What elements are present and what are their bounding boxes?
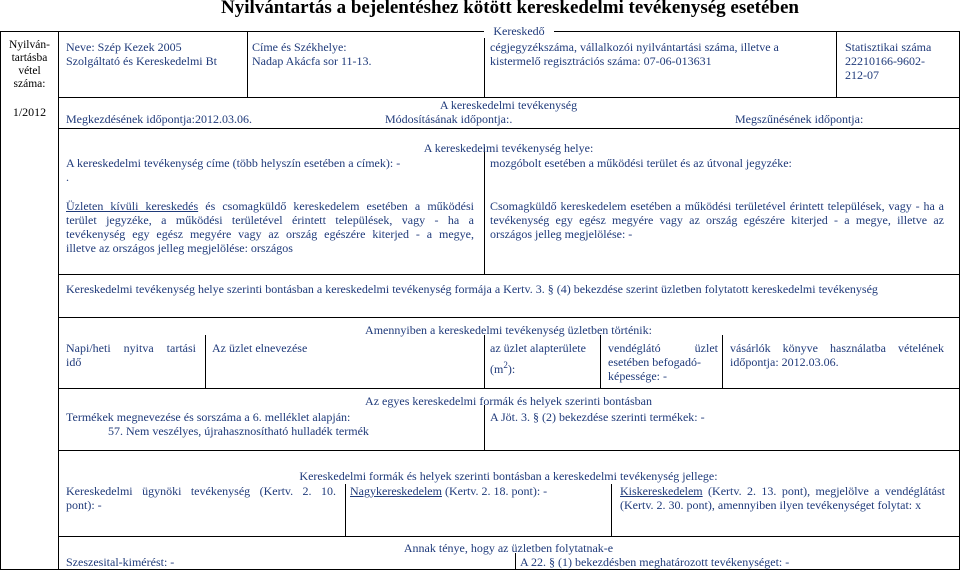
activity-heading: A kereskedelmi tevékenység [439,98,578,112]
outside-shop-trade: Üzleten kívüli kereskedés és csomagküldő kereskedelem esetében a működési terület jegyzéke, a működési területével érintett települések, vagy - ha a tevékenység egy egész megyére vagy az ország egészére kiterjed - a megye, illetve az országos jelleg megjelölése: országos [66,199,474,255]
products-heading: Az egyes kereskedelmi formák és helyek szerinti bontásban [365,394,652,408]
trader-address: Címe és Székhelye: Nadap Akácfa sor 11-13. [252,40,372,68]
alcohol-serving: Szeszesital-kimérést: - [66,555,175,569]
shop-name: Az üzlet elnevezése [212,341,308,355]
start-date: Megkezdésének időpontja:2012.03.06. [66,112,252,126]
modification-date: Módosításának időpontja:. [385,112,513,126]
location-address: A kereskedelmi tevékenység címe (több helyszín esetében a címek): - . [66,156,401,184]
page-title: Nyilvántartás a bejelentéshez kötött kereskedelmi tevékenység esetében [221,0,799,18]
footer-heading: Annak ténye, hogy az üzletben folytatnak-e [403,541,614,555]
mail-order-trade: Csomagküldő kereskedelem esetében a működési területével érintett települések, vagy - ha a tevékenység egy egész megyére vagy az ország egészére kiterjed - a megye, illetve az országos jelleg megjelölése: - [490,199,944,241]
retail: Kiskereskedelem (Kertv. 2. 13. pont), megjelölve a vendéglátást (Kertv. 2. 30. pont), amennyiben ilyen tevékenységet folytat: x [620,484,945,512]
character-heading: Kereskedelmi formák és helyek szerinti bontásban a kereskedelmi tevékenység jellege: [299,469,718,483]
product-list: Termékek megnevezése és sorszáma a 6. melléklet alapján: 57. Nem veszélyes, újrahasznosítható hulladék termék [66,410,369,438]
wholesale: Nagykereskedelem (Kertv. 2. 18. pont): - [350,484,548,498]
end-date: Megszűnésének időpontja: [735,112,864,126]
excise-products: A Jöt. 3. § (2) bekezdése szerinti termékek: - [490,410,705,424]
record-number: 1/2012 [12,105,47,119]
section-22-activity: A 22. § (1) bekezdésben meghatározott tevékenységet: - [520,555,790,569]
trade-form-line: Kereskedelmi tevékenység helye szerinti bontásban a kereskedelmi tevékenység formája a Kertv. 3. § (4) bekezdése szerint üzletben folytatott kereskedelmi tevékenység [66,282,878,296]
customer-book-date: vásárlók könyve használatba vételének időpontja: 2012.03.06. [730,341,944,369]
record-number-label: Nyilván- tartásba vétel száma: [9,39,50,90]
shop-heading: Amennyiben a kereskedelmi tevékenység üzletben történik: [365,323,652,337]
agent-activity: Kereskedelmi ügynöki tevékenység (Kertv. 2. 10. pont): - [66,484,336,512]
location-heading: A kereskedelmi tevékenység helye: [423,141,594,155]
mobile-shop-route: mozgóbolt esetében a működési terület és az útvonal jegyzéke: [490,156,792,170]
trader-heading: Kereskedő [484,24,554,38]
catering-capacity: vendéglátó üzlet esetében befogadó- képessége: - [608,341,718,383]
statistical-number: Statisztikai száma 22210166-9602- 212-07 [845,40,932,82]
trader-name: Neve: Szép Kezek 2005 Szolgáltató és Kereskedelmi Bt [66,40,217,68]
opening-hours: Napi/heti nyitva tartási idő [66,341,196,369]
trader-registration: cégjegyzékszáma, vállalkozói nyilvántartási száma, illetve a kistermelő regisztrációs száma: 07-06-013631 [490,40,779,68]
shop-area: az üzlet alapterülete $(m^2)$: [490,341,586,376]
